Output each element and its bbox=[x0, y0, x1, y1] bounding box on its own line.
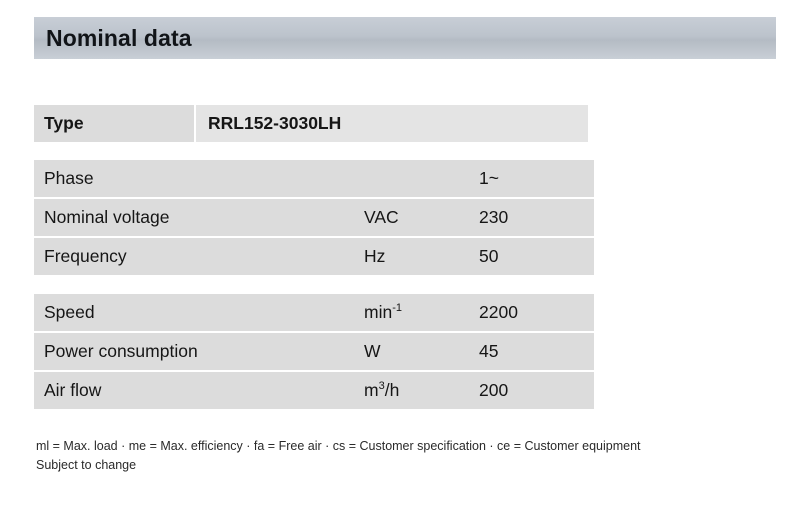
row-value: 45 bbox=[469, 333, 594, 372]
electrical-table bbox=[34, 160, 594, 275]
table-row bbox=[34, 372, 594, 409]
row-unit: W bbox=[354, 333, 469, 372]
row-unit bbox=[354, 372, 469, 409]
performance-table-block bbox=[34, 294, 594, 409]
row-value: 230 bbox=[469, 199, 594, 238]
unit-tail: /h bbox=[384, 380, 400, 400]
type-table bbox=[34, 105, 588, 142]
unit-exponent: 3 bbox=[378, 380, 385, 393]
footnote bbox=[36, 437, 781, 476]
footnote-line-2: Subject to change bbox=[36, 458, 137, 473]
row-label: Speed bbox=[34, 294, 354, 333]
electrical-table-block bbox=[34, 160, 594, 275]
row-value: 50 bbox=[469, 238, 594, 275]
type-table-block bbox=[34, 105, 588, 142]
row-label: Phase bbox=[34, 160, 354, 199]
row-label: Frequency bbox=[34, 238, 354, 275]
row-unit: Hz bbox=[354, 238, 469, 275]
row-unit bbox=[354, 160, 469, 199]
row-value: 2200 bbox=[469, 294, 594, 333]
table-row bbox=[34, 160, 594, 199]
row-value: 1~ bbox=[469, 160, 594, 199]
row-value: 200 bbox=[469, 372, 594, 409]
type-label: Type bbox=[34, 105, 194, 142]
row-label: Air flow bbox=[34, 372, 354, 409]
row-label: Nominal voltage bbox=[34, 199, 354, 238]
table-row bbox=[34, 238, 594, 275]
table-row bbox=[34, 333, 594, 372]
footnote-line-1: ml = Max. load · me = Max. efficiency · fa = Free air · cs = Customer specification · ce = Customer equipment bbox=[36, 439, 641, 453]
table-row bbox=[34, 105, 588, 142]
row-unit bbox=[354, 294, 469, 333]
unit-base: m bbox=[364, 380, 379, 400]
unit-exponent: -1 bbox=[392, 302, 402, 315]
type-value: RRL152-3030LH bbox=[194, 105, 588, 142]
page-title: Nominal data bbox=[46, 24, 192, 51]
row-label: Power consumption bbox=[34, 333, 354, 372]
row-unit: VAC bbox=[354, 199, 469, 238]
table-row bbox=[34, 294, 594, 333]
unit-base: min bbox=[364, 302, 393, 322]
table-row bbox=[34, 199, 594, 238]
section-title-bar bbox=[34, 17, 776, 59]
performance-table bbox=[34, 294, 594, 409]
